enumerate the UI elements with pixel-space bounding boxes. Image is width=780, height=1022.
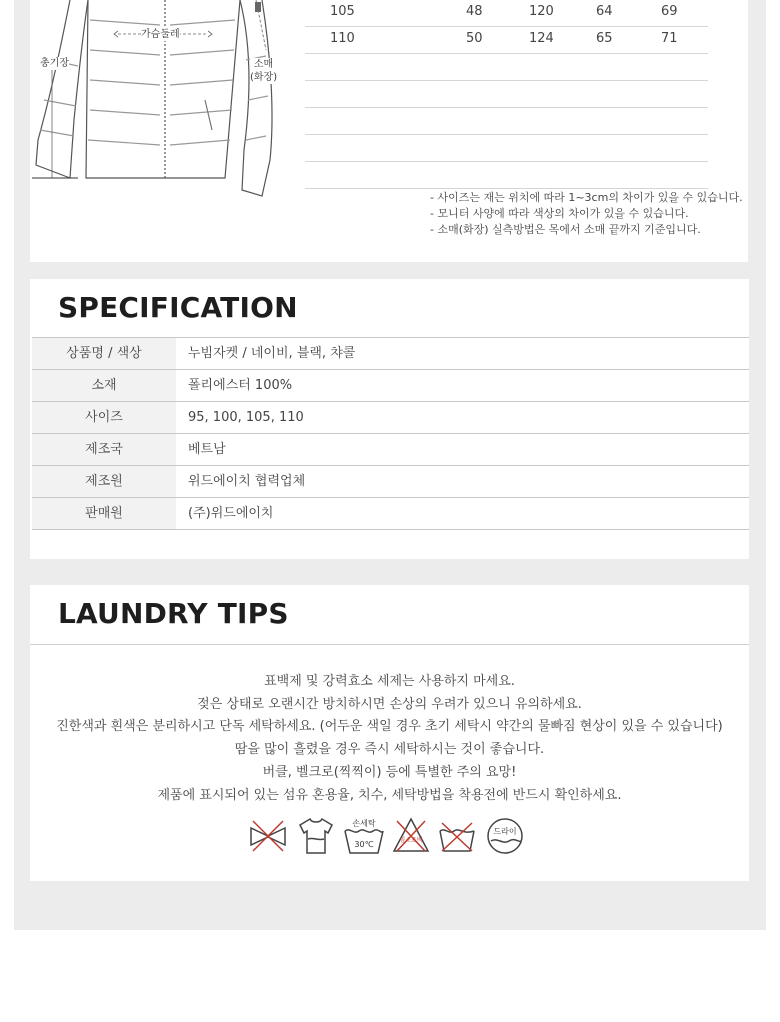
no-bleach-label: 염소표백: [399, 837, 423, 844]
no-iron-icon: [437, 815, 477, 857]
table-row: [32, 338, 749, 370]
divider: [30, 644, 749, 645]
sleeve-label-line2: (화장): [250, 72, 278, 83]
dry-clean-label: 드라이: [493, 827, 517, 836]
table-row-empty: [305, 54, 708, 81]
spec-value: (주)위드에이치: [188, 506, 274, 521]
spec-key: 판매원: [32, 498, 176, 529]
spec-key: 사이즈: [32, 402, 176, 433]
sleeve-cell: 71: [661, 31, 678, 46]
laundry-icons: [247, 815, 527, 861]
spec-key: 상품명 / 색상: [32, 338, 176, 369]
spec-key: 소재: [32, 370, 176, 401]
size-note: - 소매(화장) 실측방법은 목에서 소매 끝까지 기준입니다.: [430, 223, 701, 236]
laundry-tip-line: 표백제 및 강력효소 세제는 사용하지 마세요.: [264, 674, 515, 689]
table-row: [32, 402, 749, 434]
table-row: [305, 27, 708, 54]
laundry-tip-line: 진한색과 흰색은 분리하시고 단독 세탁하세요. (어두운 색일 경우 초기 세탁시 약간의 물빠짐 현상이 있을 수 있습니다): [56, 719, 723, 735]
spec-value: 95, 100, 105, 110: [188, 410, 304, 425]
size-cell: 105: [330, 4, 355, 19]
measure-cell: 65: [596, 31, 613, 46]
spec-key: 제조국: [32, 434, 176, 465]
table-row: [32, 466, 749, 498]
table-row-empty: [305, 135, 708, 162]
table-row-empty: [305, 81, 708, 108]
hand-wash-label: 손세탁: [352, 819, 376, 828]
spec-value: 누빔자켓 / 네이비, 블랙, 챠콜: [188, 346, 356, 361]
sleeve-label-line1: 소매: [253, 59, 274, 70]
laundry-tip-line: 젖은 상태로 오랜시간 방치하시면 손상의 우려가 있으니 유의하세요.: [197, 696, 582, 712]
chest-cell: 48: [466, 4, 483, 19]
dry-clean-icon: [485, 815, 525, 857]
specification-title: SPECIFICATION: [58, 291, 298, 324]
total-length-label: 총기장: [40, 58, 69, 69]
no-tumble-dry-icon: [247, 815, 289, 857]
table-row: [32, 370, 749, 402]
spec-key: 제조원: [32, 466, 176, 497]
sleeve-measure-label: [250, 58, 277, 84]
hand-wash-icon: [342, 815, 386, 857]
table-row: [305, 0, 708, 27]
specification-card: [30, 279, 749, 559]
laundry-title: LAUNDRY TIPS: [58, 597, 289, 630]
spec-value: 위드에이치 협력업체: [188, 474, 306, 489]
size-chart-card: [30, 0, 748, 262]
spec-value: 폴리에스터 100%: [188, 378, 293, 393]
table-row-empty: [305, 162, 708, 189]
laundry-tip-line: 땀을 많이 흘렸을 경우 즉시 세탁하시는 것이 좋습니다.: [234, 742, 545, 758]
specification-table: [32, 337, 749, 530]
sleeve-cell: 69: [661, 4, 678, 19]
size-note: - 모니터 사양에 따라 색상의 차이가 있을 수 있습니다.: [430, 207, 689, 220]
size-table: [305, 0, 708, 189]
spec-value: 베트남: [188, 442, 226, 457]
hang-dry-icon: [296, 815, 336, 857]
laundry-card: [30, 585, 749, 881]
table-row: [32, 498, 749, 530]
no-bleach-icon: [391, 815, 431, 857]
chest-measure-label: 가슴둘레: [141, 29, 180, 40]
table-row-empty: [305, 108, 708, 135]
hand-wash-temp: 30℃: [354, 840, 374, 849]
table-row: [32, 434, 749, 466]
chest-cell: 50: [466, 31, 483, 46]
total-length-cell: 124: [529, 31, 554, 46]
size-cell: 110: [330, 31, 355, 46]
laundry-tips-text: [30, 671, 749, 807]
laundry-tip-line: 버클, 벨크로(찍찍이) 등에 특별한 주의 요망!: [262, 764, 517, 780]
total-length-cell: 120: [529, 4, 554, 19]
size-notes: [430, 190, 743, 238]
laundry-tip-line: 제품에 표시되어 있는 섬유 혼용율, 치수, 세탁방법을 착용전에 반드시 확인하세요.: [157, 787, 622, 803]
measure-cell: 64: [596, 4, 613, 19]
size-note: - 사이즈는 재는 위치에 따라 1~3cm의 차이가 있을 수 있습니다.: [430, 191, 743, 204]
